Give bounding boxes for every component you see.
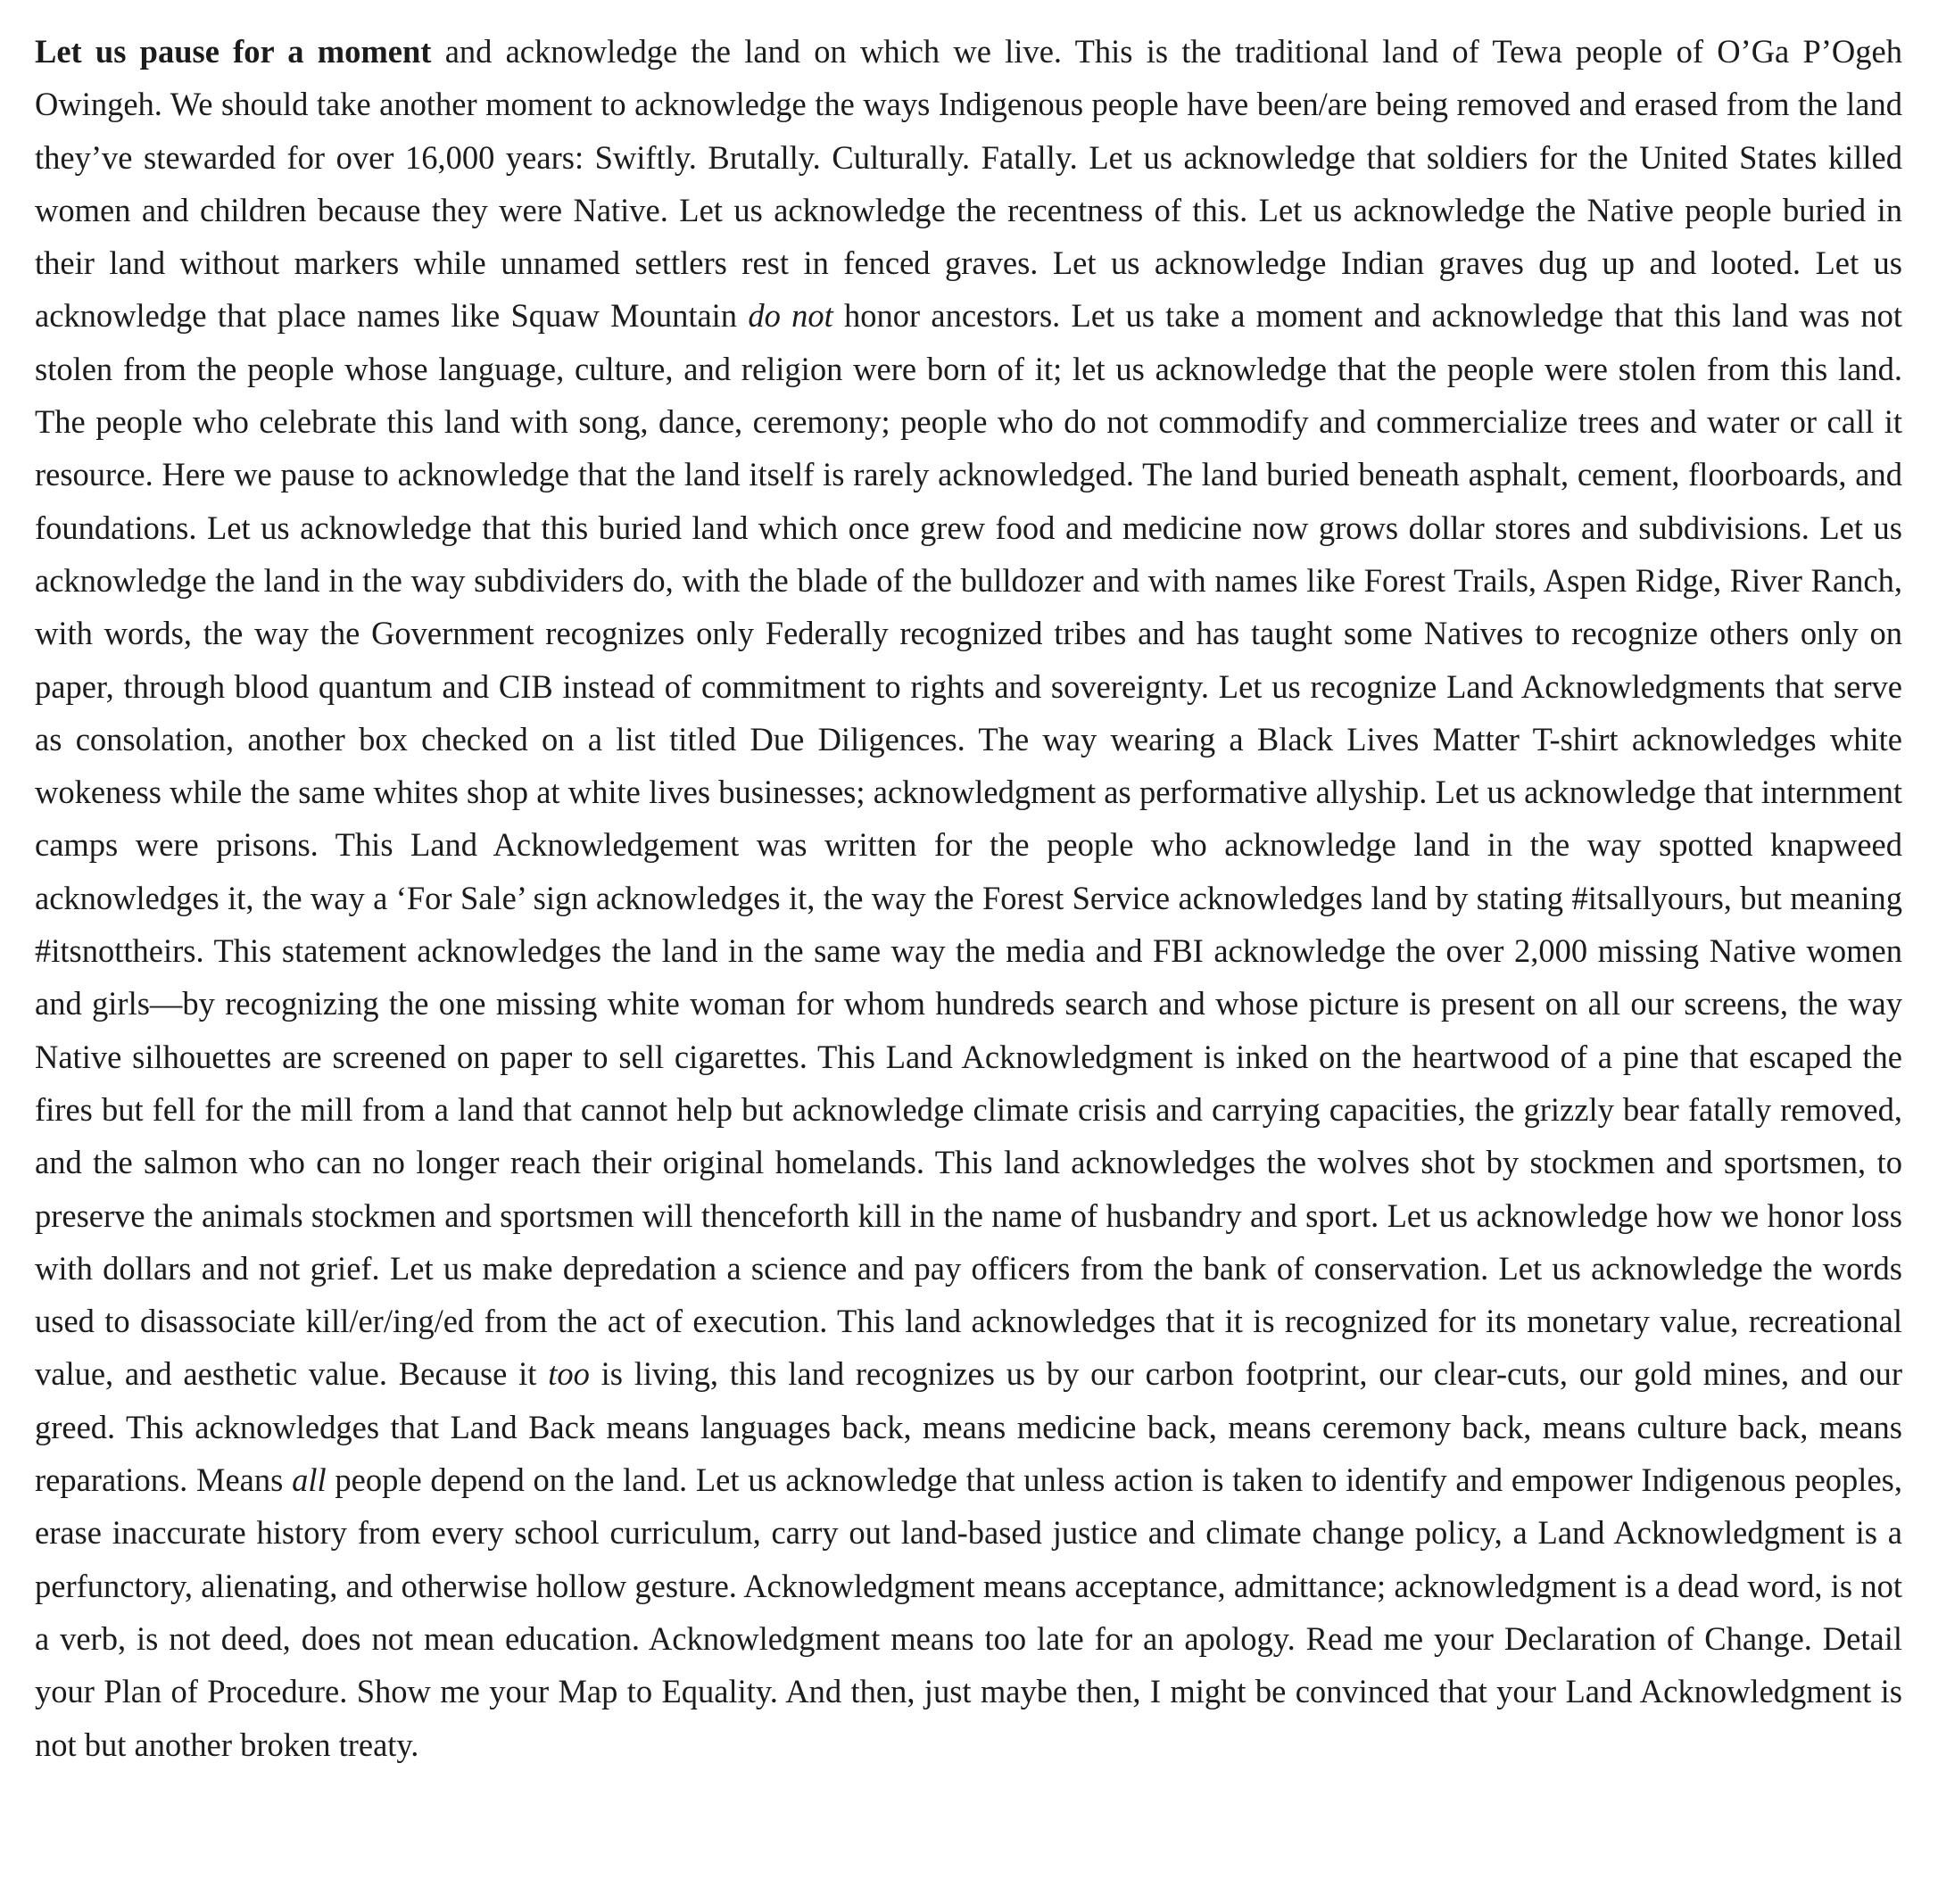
emphasis-too: too bbox=[548, 1355, 590, 1393]
text-segment: is living, this land recognizes us by our carbon footprint, our clear-cuts, our gold mines, and our greed. This acknowledges that Land Back means languages back, means medicine back, means ceremony back, means culture back, means reparations. Means bbox=[35, 1355, 1902, 1499]
text-segment: honor ancestors. Let us take a moment and acknowledge that this land was not stolen from the people whose language, culture, and religion were born of it; let us acknowledge that the people were stolen from this land. The people who celebrate this land with song, dance, ceremony; people who do not commodify and commercialize trees and water or call it resource. Here we pause to acknowledge that the land itself is rarely acknowledged. The land buried beneath asphalt, cement, floorboards, and foundations. Let us acknowledge that this buried land which once grew food and medicine now grows dollar stores and subdivisions. Let us acknowledge the land in the way subdividers do, with the blade of the bulldozer and with names like Forest Trails, Aspen Ridge, River Ranch, with words, the way the Government recognizes only Federally recognized tribes and has taught some Natives to recognize others only on paper, through blood quantum and CIB instead of commitment to rights and sovereignty. Let us recognize Land Acknowledgments that serve as consolation, another box checked on a list titled Due Diligences. The way wearing a Black Lives Matter T-shirt acknowledges white wokeness while the same whites shop at white lives businesses; acknowledgment as performative allyship. Let us acknowledge that internment camps were prisons. This Land Acknowledgement was written for the people who acknowledge land in the way spotted knapweed acknowledges it, the way a ‘For Sale’ sign acknowledges it, the way the Forest Service acknowledges land by stating #itsallyours, but meaning #itsnottheirs. This statement acknowledges the land in the same way the media and FBI acknowledge the over 2,000 missing Native women and girls—by recognizing the one missing white woman for whom hundreds search and whose picture is present on all our screens, the way Native silhouettes are screened on paper to sell cigarettes. This Land Acknowledgment is inked on the heartwood of a pine that escaped the fires but fell for the mill from a land that cannot help but acknowledge climate crisis and carrying capacities, the grizzly bear fatally removed, and the salmon who can no longer reach their original homelands. This land acknowledges the wolves shot by stockmen and sportsmen, to preserve the animals stockmen and sportsmen will thenceforth kill in the name of husbandry and sport. Let us acknowledge how we honor loss with dollars and not grief. Let us make depredation a science and pay officers from the bank of conservation. Let us acknowledge the words used to disassociate kill/er/ing/ed from the act of execution. This land acknowledges that it is recognized for its monetary value, recreational value, and aesthetic value. Because it bbox=[35, 297, 1902, 1393]
text-segment: people depend on the land. Let us acknowledge that unless action is taken to identify and empower Indigenous peoples, erase inaccurate history from every school curriculum, carry out land-based justice and climate change policy, a Land Acknowledgment is a perfunctory, alienating, and otherwise hollow gesture. Acknowledgment means acceptance, admittance; acknowledgment is a dead word, is not a verb, is not deed, does not mean education. Acknowledgment means too late for an apology. Read me your Declaration of Change. Detail your Plan of Procedure. Show me your Map to Equality. And then, just maybe then, I might be convinced that your Land Acknowledgment is not but another broken treaty. bbox=[35, 1461, 1902, 1763]
paragraph-lead-in: Let us pause for a moment bbox=[35, 33, 432, 70]
emphasis-do-not: do not bbox=[748, 297, 833, 335]
land-acknowledgment-paragraph bbox=[35, 25, 1902, 1771]
text-segment: and acknowledge the land on which we live. This is the traditional land of Tewa people of O’Ga P’Ogeh Owingeh. We should take another moment to acknowledge the ways Indigenous people have been/are being removed and erased from the land they’ve stewarded for over 16,000 years: Swiftly. Brutally. Culturally. Fatally. Let us acknowledge that soldiers for the United States killed women and children because they were Native. Let us acknowledge the recentness of this. Let us acknowledge the Native people buried in their land without markers while unnamed settlers rest in fenced graves. Let us acknowledge Indian graves dug up and looted. Let us acknowledge that place names like Squaw Mountain bbox=[35, 33, 1902, 335]
emphasis-all: all bbox=[292, 1461, 327, 1499]
document-page bbox=[35, 25, 1902, 1771]
